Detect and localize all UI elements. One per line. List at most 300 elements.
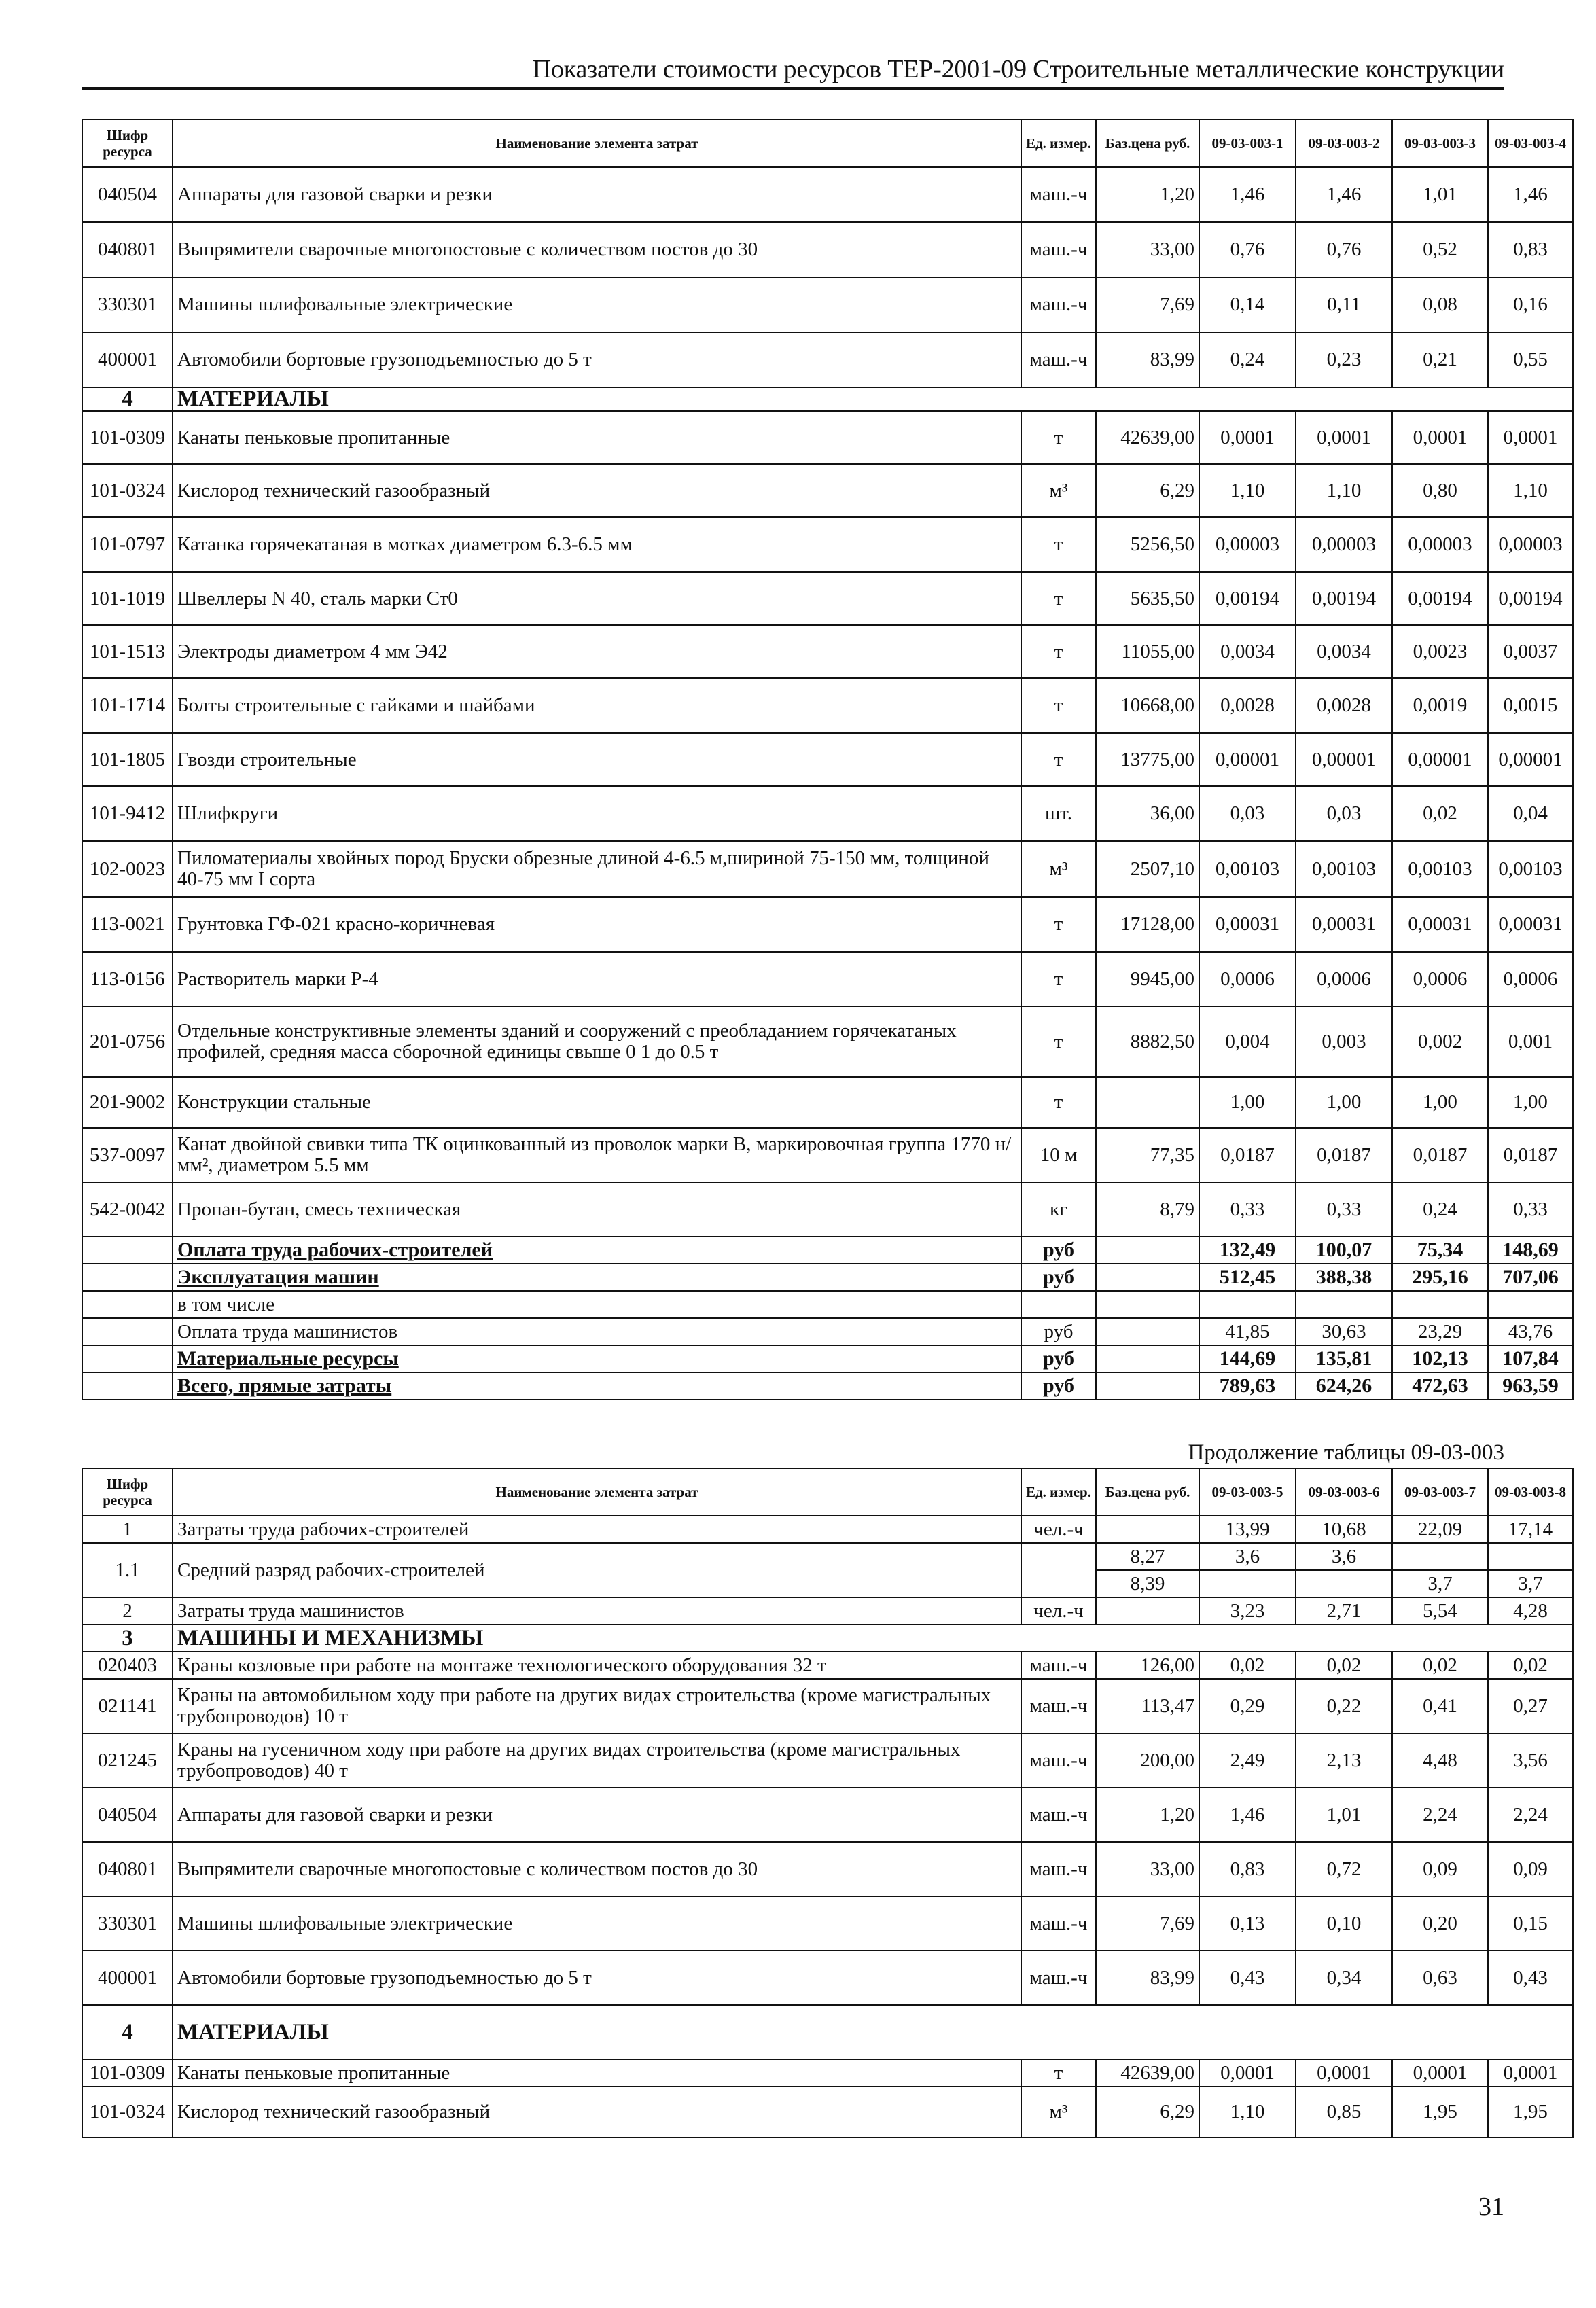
value-cell: 0,34 [1296, 1951, 1392, 2005]
value-cell: 0,0001 [1296, 2059, 1392, 2087]
resource-name: Краны на автомобильном ходу при работе на других видах строительства (кроме магистральных трубопроводов) 10 т [173, 1679, 1021, 1733]
value-cell: 5,54 [1392, 1597, 1488, 1625]
value-cell: 0,24 [1199, 332, 1296, 387]
total-row [82, 1372, 1573, 1400]
resource-code: 2 [82, 1597, 173, 1625]
column-header: Баз.цена руб. [1096, 1468, 1199, 1516]
resource-code: 101-0797 [82, 517, 173, 572]
unit-cell: маш.-ч [1021, 1842, 1096, 1896]
base-price: 42639,00 [1096, 2059, 1199, 2087]
value-cell: 0,03 [1199, 786, 1296, 841]
empty-cell [82, 1318, 173, 1345]
value-cell: 0,0006 [1488, 952, 1573, 1006]
resource-name: Электроды диаметром 4 мм Э42 [173, 625, 1021, 678]
empty-cell [1096, 1318, 1199, 1345]
column-header: 09-03-003-8 [1488, 1468, 1573, 1516]
value-cell: 0,00003 [1392, 517, 1488, 572]
unit-cell [1021, 1543, 1096, 1597]
resource-code: 101-0309 [82, 411, 173, 464]
section-row [82, 1625, 1573, 1652]
value-cell: 512,45 [1199, 1264, 1296, 1291]
resource-table-2 [82, 1468, 1574, 2138]
value-cell: 789,63 [1199, 1372, 1296, 1400]
resource-name: Выпрямители сварочные многопостовые с количеством постов до 30 [173, 222, 1021, 277]
base-price: 5635,50 [1096, 572, 1199, 625]
resource-name: Грунтовка ГФ-021 красно-коричневая [173, 897, 1021, 952]
unit-cell: руб [1021, 1237, 1096, 1264]
value-cell: 0,20 [1392, 1896, 1488, 1951]
table-row [82, 1516, 1573, 1543]
table-row [82, 733, 1573, 786]
value-cell: 0,0034 [1296, 625, 1392, 678]
value-cell: 0,55 [1488, 332, 1573, 387]
table-row [82, 1896, 1573, 1951]
empty-cell [1096, 1345, 1199, 1372]
empty-cell [1096, 1291, 1199, 1318]
resource-name: Отдельные конструктивные элементы зданий и сооружений с преобладанием горячекатаных профилей, средняя масса сборочной единицы свыше 0 1 до 0.5 т [173, 1006, 1021, 1077]
summary-label: в том числе [173, 1291, 1021, 1318]
value-cell: 0,02 [1199, 1652, 1296, 1679]
resource-name: Конструкции стальные [173, 1077, 1021, 1128]
value-cell: 0,02 [1392, 786, 1488, 841]
value-cell: 10,68 [1296, 1516, 1392, 1543]
value-cell: 0,72 [1296, 1842, 1392, 1896]
value-cell: 0,29 [1199, 1679, 1296, 1733]
value-cell: 0,02 [1296, 1652, 1392, 1679]
column-header: 09-03-003-6 [1296, 1468, 1392, 1516]
empty-cell [82, 1291, 173, 1318]
resource-name: Средний разряд рабочих-строителей [173, 1543, 1021, 1597]
unit-cell: маш.-ч [1021, 332, 1096, 387]
base-price: 8882,50 [1096, 1006, 1199, 1077]
unit-cell: маш.-ч [1021, 1652, 1096, 1679]
value-cell: 0,85 [1296, 2087, 1392, 2137]
base-price [1096, 1077, 1199, 1128]
unit-cell: т [1021, 572, 1096, 625]
table-row [82, 1733, 1573, 1788]
resource-code: 542-0042 [82, 1182, 173, 1237]
empty-cell [82, 1237, 173, 1264]
resource-code: 1 [82, 1516, 173, 1543]
value-cell: 0,0001 [1392, 411, 1488, 464]
value-cell: 0,0187 [1199, 1128, 1296, 1182]
base-price: 9945,00 [1096, 952, 1199, 1006]
value-cell: 1,46 [1296, 167, 1392, 222]
resource-code: 537-0097 [82, 1128, 173, 1182]
resource-code: 113-0156 [82, 952, 173, 1006]
value-cell: 2,49 [1199, 1733, 1296, 1788]
value-cell: 1,10 [1488, 464, 1573, 517]
column-header: Баз.цена руб. [1096, 120, 1199, 167]
column-header: 09-03-003-7 [1392, 1468, 1488, 1516]
unit-cell: кг [1021, 1182, 1096, 1237]
value-cell: 1,00 [1296, 1077, 1392, 1128]
base-price: 11055,00 [1096, 625, 1199, 678]
column-header: Ед. измер. [1021, 120, 1096, 167]
value-cell: 0,00003 [1199, 517, 1296, 572]
column-header: 09-03-003-3 [1392, 120, 1488, 167]
value-cell: 0,04 [1488, 786, 1573, 841]
value-cell: 1,10 [1199, 464, 1296, 517]
value-cell: 30,63 [1296, 1318, 1392, 1345]
unit-cell: т [1021, 625, 1096, 678]
resource-code: 040801 [82, 222, 173, 277]
base-price [1096, 1597, 1199, 1625]
header-rule [82, 87, 1504, 90]
resource-code: 101-0324 [82, 464, 173, 517]
value-cell: 4,28 [1488, 1597, 1573, 1625]
value-cell: 0,0028 [1199, 678, 1296, 733]
value-cell: 0,22 [1296, 1679, 1392, 1733]
value-cell: 0,14 [1199, 277, 1296, 332]
value-cell: 0,0023 [1392, 625, 1488, 678]
resource-code: 201-0756 [82, 1006, 173, 1077]
section-row [82, 387, 1573, 411]
unit-cell: т [1021, 411, 1096, 464]
value-cell: 0,43 [1199, 1951, 1296, 2005]
value-cell: 135,81 [1296, 1345, 1392, 1372]
value-cell: 0,00103 [1199, 841, 1296, 897]
value-cell: 144,69 [1199, 1345, 1296, 1372]
resource-name: Аппараты для газовой сварки и резки [173, 1788, 1021, 1842]
value-cell: 0,33 [1488, 1182, 1573, 1237]
value-cell [1296, 1291, 1392, 1318]
resource-code: 101-1019 [82, 572, 173, 625]
value-cell: 0,10 [1296, 1896, 1392, 1951]
value-cell: 0,00031 [1296, 897, 1392, 952]
table-row [82, 1788, 1573, 1842]
table-row [82, 1006, 1573, 1077]
resource-name: Кислород технический газообразный [173, 2087, 1021, 2137]
value-cell: 963,59 [1488, 1372, 1573, 1400]
base-price: 2507,10 [1096, 841, 1199, 897]
resource-name: Аппараты для газовой сварки и резки [173, 167, 1021, 222]
base-price: 8,79 [1096, 1182, 1199, 1237]
value-cell [1199, 1570, 1296, 1597]
table-row [82, 1597, 1573, 1625]
table-row [82, 572, 1573, 625]
unit-cell: т [1021, 1006, 1096, 1077]
resource-name: Краны козловые при работе на монтаже технологического оборудования 32 т [173, 1652, 1021, 1679]
value-cell: 0,0034 [1199, 625, 1296, 678]
summary-label: Материальные ресурсы [173, 1345, 1021, 1372]
column-header: 09-03-003-4 [1488, 120, 1573, 167]
value-cell: 0,11 [1296, 277, 1392, 332]
summary-label: Оплата труда рабочих-строителей [173, 1237, 1021, 1264]
resource-code: 040504 [82, 167, 173, 222]
total-row [82, 1264, 1573, 1291]
value-cell: 22,09 [1392, 1516, 1488, 1543]
base-price: 6,29 [1096, 2087, 1199, 2137]
resource-name: Швеллеры N 40, сталь марки Ст0 [173, 572, 1021, 625]
value-cell: 0,41 [1392, 1679, 1488, 1733]
value-cell: 0,0019 [1392, 678, 1488, 733]
unit-cell: чел.-ч [1021, 1597, 1096, 1625]
unit-cell: руб [1021, 1264, 1096, 1291]
table-row [82, 464, 1573, 517]
resource-name: Канаты пеньковые пропитанные [173, 411, 1021, 464]
value-cell: 624,26 [1296, 1372, 1392, 1400]
table-row [82, 625, 1573, 678]
resource-code: 101-1513 [82, 625, 173, 678]
value-cell: 148,69 [1488, 1237, 1573, 1264]
value-cell: 0,0028 [1296, 678, 1392, 733]
value-cell: 0,0187 [1488, 1128, 1573, 1182]
base-price: 7,69 [1096, 277, 1199, 332]
resource-code: 113-0021 [82, 897, 173, 952]
resource-name: Катанка горячекатаная в мотках диаметром 6.3-6.5 мм [173, 517, 1021, 572]
table-row [82, 517, 1573, 572]
table-row [82, 1077, 1573, 1128]
unit-cell: руб [1021, 1372, 1096, 1400]
resource-name: Пиломатериалы хвойных пород Бруски обрезные длиной 4-6.5 м,шириной 75-150 мм, толщиной 40-75 мм I сорта [173, 841, 1021, 897]
resource-name: Растворитель марки Р-4 [173, 952, 1021, 1006]
value-cell: 1,00 [1392, 1077, 1488, 1128]
value-cell: 0,76 [1296, 222, 1392, 277]
value-cell [1296, 1570, 1392, 1597]
value-cell: 1,46 [1488, 167, 1573, 222]
value-cell [1392, 1543, 1488, 1570]
value-cell: 0,13 [1199, 1896, 1296, 1951]
value-cell: 295,16 [1392, 1264, 1488, 1291]
value-cell: 0,00001 [1488, 733, 1573, 786]
base-price: 33,00 [1096, 222, 1199, 277]
base-price: 17128,00 [1096, 897, 1199, 952]
value-cell: 2,71 [1296, 1597, 1392, 1625]
resource-name: Автомобили бортовые грузоподъемностью до 5 т [173, 332, 1021, 387]
base-price: 42639,00 [1096, 411, 1199, 464]
value-cell: 0,00194 [1488, 572, 1573, 625]
resource-code: 101-1805 [82, 733, 173, 786]
value-cell: 23,29 [1392, 1318, 1488, 1345]
value-cell: 0,0001 [1199, 411, 1296, 464]
resource-name: Канат двойной свивки типа ТК оцинкованный из проволок марки В, маркировочная группа 1770 н/мм², диаметром 5.5 мм [173, 1128, 1021, 1182]
value-cell [1392, 1291, 1488, 1318]
resource-name: Затраты труда рабочих-строителей [173, 1516, 1021, 1543]
value-cell: 0,00103 [1392, 841, 1488, 897]
page-number: 31 [1478, 2192, 1504, 2221]
resource-code: 040801 [82, 1842, 173, 1896]
value-cell: 41,85 [1199, 1318, 1296, 1345]
unit-cell: чел.-ч [1021, 1516, 1096, 1543]
base-price: 13775,00 [1096, 733, 1199, 786]
section-title: МАТЕРИАЛЫ [173, 387, 1573, 411]
table-row [82, 277, 1573, 332]
continuation-label: Продолжение таблицы 09-03-003 [1188, 1440, 1504, 1465]
unit-cell: маш.-ч [1021, 1679, 1096, 1733]
value-cell: 43,76 [1488, 1318, 1573, 1345]
base-price: 83,99 [1096, 1951, 1199, 2005]
base-price: 1,20 [1096, 1788, 1199, 1842]
unit-cell: м³ [1021, 841, 1096, 897]
value-cell: 1,95 [1392, 2087, 1488, 2137]
value-cell: 0,0001 [1488, 2059, 1573, 2087]
value-cell: 75,34 [1392, 1237, 1488, 1264]
base-price: 126,00 [1096, 1652, 1199, 1679]
value-cell: 3,7 [1488, 1570, 1573, 1597]
value-cell: 388,38 [1296, 1264, 1392, 1291]
summary-label: Эксплуатация машин [173, 1264, 1021, 1291]
unit-cell: т [1021, 678, 1096, 733]
value-cell: 472,63 [1392, 1372, 1488, 1400]
resource-name: Выпрямители сварочные многопостовые с количеством постов до 30 [173, 1842, 1021, 1896]
value-cell: 3,56 [1488, 1733, 1573, 1788]
empty-cell [82, 1264, 173, 1291]
value-cell: 3,7 [1392, 1570, 1488, 1597]
resource-code: 1.1 [82, 1543, 173, 1597]
base-price: 6,29 [1096, 464, 1199, 517]
table-row [82, 1128, 1573, 1182]
unit-cell: маш.-ч [1021, 222, 1096, 277]
resource-name: Краны на гусеничном ходу при работе на других видах строительства (кроме магистральных трубопроводов) 40 т [173, 1733, 1021, 1788]
value-cell: 0,001 [1488, 1006, 1573, 1077]
resource-code: 101-0324 [82, 2087, 173, 2137]
value-cell: 1,01 [1392, 167, 1488, 222]
empty-cell [82, 1345, 173, 1372]
unit-cell: маш.-ч [1021, 277, 1096, 332]
section-title: МАШИНЫ И МЕХАНИЗМЫ [173, 1625, 1573, 1652]
unit-cell: руб [1021, 1345, 1096, 1372]
value-cell: 0,0001 [1296, 411, 1392, 464]
column-header: 09-03-003-1 [1199, 120, 1296, 167]
resource-code: 101-9412 [82, 786, 173, 841]
unit-cell: т [1021, 952, 1096, 1006]
value-cell: 0,0006 [1199, 952, 1296, 1006]
value-cell: 0,00103 [1488, 841, 1573, 897]
resource-code: 021245 [82, 1733, 173, 1788]
empty-cell [1096, 1372, 1199, 1400]
value-cell: 0,76 [1199, 222, 1296, 277]
value-cell: 2,13 [1296, 1733, 1392, 1788]
table-2-body [82, 1516, 1573, 2137]
value-cell: 1,46 [1199, 167, 1296, 222]
value-cell: 0,80 [1392, 464, 1488, 517]
value-cell: 0,00001 [1199, 733, 1296, 786]
unit-cell: м³ [1021, 464, 1096, 517]
resource-code: 101-1714 [82, 678, 173, 733]
value-cell: 0,24 [1392, 1182, 1488, 1237]
column-header: Шифр ресурса [82, 120, 173, 167]
unit-cell: маш.-ч [1021, 167, 1096, 222]
value-cell: 0,83 [1488, 222, 1573, 277]
total-row [82, 1237, 1573, 1264]
value-cell: 0,21 [1392, 332, 1488, 387]
value-cell: 0,52 [1392, 222, 1488, 277]
resource-name: Машины шлифовальные электрические [173, 277, 1021, 332]
unit-cell: т [1021, 897, 1096, 952]
base-price: 200,00 [1096, 1733, 1199, 1788]
column-header: Наименование элемента затрат [173, 120, 1021, 167]
value-cell: 13,99 [1199, 1516, 1296, 1543]
value-cell: 8,27 [1096, 1543, 1199, 1570]
resource-name: Машины шлифовальные электрические [173, 1896, 1021, 1951]
empty-cell [1096, 1264, 1199, 1291]
value-cell: 107,84 [1488, 1345, 1573, 1372]
resource-code: 021141 [82, 1679, 173, 1733]
unit-cell: маш.-ч [1021, 1951, 1096, 2005]
resource-code: 330301 [82, 1896, 173, 1951]
value-cell: 0,0001 [1199, 2059, 1296, 2087]
table-row [82, 2059, 1573, 2087]
table-1-body [82, 167, 1573, 1400]
value-cell: 1,00 [1199, 1077, 1296, 1128]
value-cell: 132,49 [1199, 1237, 1296, 1264]
resource-name: Шлифкруги [173, 786, 1021, 841]
table-row [82, 1318, 1573, 1345]
resource-name: Пропан-бутан, смесь техническая [173, 1182, 1021, 1237]
value-cell: 0,03 [1296, 786, 1392, 841]
value-cell: 8,39 [1096, 1570, 1199, 1597]
value-cell: 0,00031 [1199, 897, 1296, 952]
value-cell: 0,00194 [1296, 572, 1392, 625]
value-cell: 0,00031 [1392, 897, 1488, 952]
value-cell: 0,33 [1296, 1182, 1392, 1237]
value-cell: 0,003 [1296, 1006, 1392, 1077]
value-cell [1199, 1291, 1296, 1318]
table-row [82, 1652, 1573, 1679]
column-header: Наименование элемента затрат [173, 1468, 1021, 1516]
table-row [82, 1291, 1573, 1318]
section-number: 4 [82, 2005, 173, 2059]
resource-code: 101-0309 [82, 2059, 173, 2087]
value-cell: 17,14 [1488, 1516, 1573, 1543]
table-row [82, 897, 1573, 952]
table-row [82, 1543, 1573, 1570]
value-cell: 0,004 [1199, 1006, 1296, 1077]
section-row [82, 2005, 1573, 2059]
resource-code: 201-9002 [82, 1077, 173, 1128]
resource-name: Болты строительные с гайками и шайбами [173, 678, 1021, 733]
unit-cell: маш.-ч [1021, 1788, 1096, 1842]
table-row [82, 1679, 1573, 1733]
base-price: 77,35 [1096, 1128, 1199, 1182]
value-cell: 0,02 [1488, 1652, 1573, 1679]
unit-cell: маш.-ч [1021, 1896, 1096, 1951]
base-price: 10668,00 [1096, 678, 1199, 733]
value-cell: 0,09 [1488, 1842, 1573, 1896]
resource-code: 330301 [82, 277, 173, 332]
value-cell: 100,07 [1296, 1237, 1392, 1264]
value-cell: 0,0001 [1488, 411, 1573, 464]
summary-label: Оплата труда машинистов [173, 1318, 1021, 1345]
value-cell: 707,06 [1488, 1264, 1573, 1291]
section-title: МАТЕРИАЛЫ [173, 2005, 1573, 2059]
value-cell: 4,48 [1392, 1733, 1488, 1788]
column-header: 09-03-003-2 [1296, 120, 1392, 167]
value-cell: 0,0037 [1488, 625, 1573, 678]
base-price [1096, 1516, 1199, 1543]
value-cell: 0,00001 [1392, 733, 1488, 786]
value-cell: 0,0006 [1392, 952, 1488, 1006]
value-cell: 1,01 [1296, 1788, 1392, 1842]
empty-cell [82, 1372, 173, 1400]
table-row [82, 332, 1573, 387]
resource-code: 020403 [82, 1652, 173, 1679]
value-cell: 0,00001 [1296, 733, 1392, 786]
value-cell: 0,23 [1296, 332, 1392, 387]
table-row [82, 167, 1573, 222]
value-cell: 3,23 [1199, 1597, 1296, 1625]
base-price: 1,20 [1096, 167, 1199, 222]
resource-name: Автомобили бортовые грузоподъемностью до 5 т [173, 1951, 1021, 2005]
value-cell: 0,0015 [1488, 678, 1573, 733]
value-cell: 0,0006 [1296, 952, 1392, 1006]
section-number: 3 [82, 1625, 173, 1652]
resource-code: 040504 [82, 1788, 173, 1842]
column-header: Ед. измер. [1021, 1468, 1096, 1516]
value-cell: 0,43 [1488, 1951, 1573, 2005]
table-row [82, 786, 1573, 841]
